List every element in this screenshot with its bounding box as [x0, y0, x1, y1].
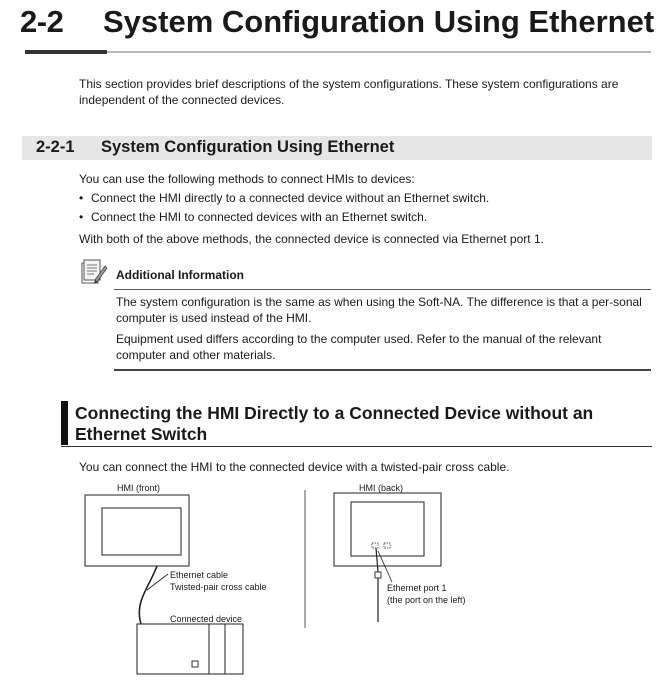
connected-device-body — [137, 624, 243, 674]
subsection-text: You can connect the HMI to the connected device with a twisted-pair cross cable. — [79, 460, 510, 474]
section-lead: You can use the following methods to connect HMIs to devices: — [79, 172, 415, 186]
additional-info-para1: The system configuration is the same as when using the Soft-NA. The difference is that a per-sonal computer is used instead of the HMI. — [116, 295, 642, 325]
hmi-back-panel — [351, 502, 424, 556]
label-port-note: (the port on the left) — [387, 595, 466, 605]
bullet-item: Connect the HMI to connected devices with an Ethernet switch. — [91, 210, 428, 224]
intro-paragraph: This section provides brief descriptions of the system configurations. These system configurations are independent of the connected devices. — [79, 77, 619, 107]
hmi-front-body — [85, 495, 189, 566]
port-connector — [375, 572, 381, 578]
ethernet-port-right — [384, 543, 390, 548]
device-port — [192, 661, 198, 667]
label-ethernet-cable: Ethernet cable — [170, 570, 229, 580]
port-leader-line — [378, 551, 392, 582]
label-ethernet-port: Ethernet port 1 — [387, 583, 447, 593]
label-cross-cable: Twisted-pair cross cable — [170, 582, 267, 592]
chapter-title: System Configuration Using Ethernet — [103, 4, 655, 39]
chapter-rule-dark — [25, 50, 107, 54]
ethernet-port-left — [372, 543, 378, 548]
bullet-item: Connect the HMI directly to a connected device without an Ethernet switch. — [91, 191, 490, 205]
hmi-front-screen — [102, 508, 181, 555]
chapter-rule-light — [107, 51, 651, 53]
section-number: 2-2-1 — [36, 138, 75, 156]
subsection-bar — [61, 401, 68, 445]
notepad-icon — [80, 257, 108, 285]
bullet-marker: • — [79, 191, 84, 205]
additional-info-title: Additional Information — [116, 268, 244, 282]
port-cable — [376, 548, 378, 572]
chapter-number: 2-2 — [20, 4, 64, 39]
subsection-title: Connecting the HMI Directly to a Connected Device without an Ethernet Switch — [75, 403, 594, 444]
section-after-text: With both of the above methods, the connected device is connected via Ethernet port 1. — [79, 232, 544, 246]
label-hmi-back: HMI (back) — [359, 483, 404, 493]
bullet-marker: • — [79, 210, 84, 224]
additional-info-top-rule — [114, 289, 651, 290]
additional-info-para2: Equipment used differs according to the computer used. Refer to the manual of the relevant computer and other materials. — [116, 332, 602, 362]
label-connected-device: Connected device — [170, 614, 243, 624]
subsection-rule — [61, 446, 652, 447]
additional-info-bottom-rule — [114, 369, 651, 371]
section-title: System Configuration Using Ethernet — [101, 138, 395, 156]
label-hmi-front: HMI (front) — [117, 483, 161, 493]
cable-leader-line — [147, 574, 168, 590]
hmi-back-body — [334, 493, 441, 566]
